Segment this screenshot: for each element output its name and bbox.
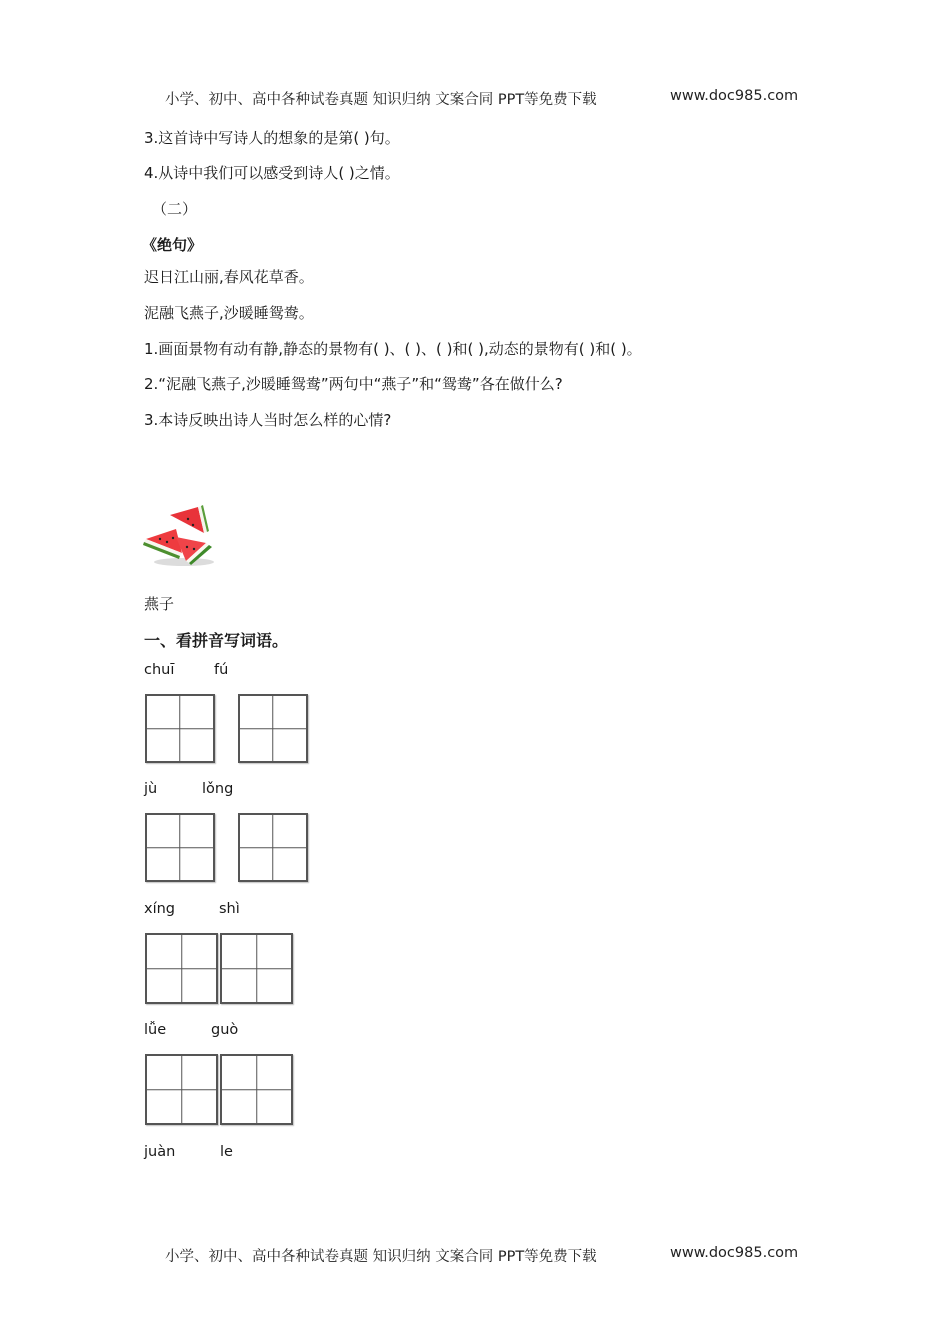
page-header (165, 88, 597, 109)
writing-grid-box[interactable] (238, 813, 308, 882)
footer-site-link[interactable]: www.doc985.com (670, 1245, 799, 1261)
pinyin-3a: xíng (144, 901, 176, 917)
poem-question-2: 2.“泥融飞燕子,沙暖睡鸳鸯”两句中“燕子”和“鸳鸯”各在做什么? (144, 375, 563, 393)
question-3: 3.这首诗中写诗人的想象的是第( )句。 (144, 129, 400, 147)
pinyin-5b: le (220, 1144, 233, 1160)
lesson-title: 燕子 (144, 595, 175, 613)
writing-grid-box[interactable] (220, 1054, 293, 1125)
page-footer (165, 1245, 597, 1266)
header-site-link[interactable]: www.doc985.com (670, 88, 799, 104)
pinyin-1b: fú (214, 662, 229, 678)
pinyin-4a: lǚe (144, 1022, 167, 1038)
header-text: 小学、初中、高中各种试卷真题 知识归纳 文案合同 PPT等免费下载 (165, 92, 597, 108)
watermelon-image (140, 503, 222, 569)
writing-grid-box[interactable] (145, 1054, 218, 1125)
exercise-heading: 一、看拼音写词语。 (144, 631, 289, 650)
footer-text: 小学、初中、高中各种试卷真题 知识归纳 文案合同 PPT等免费下载 (165, 1249, 597, 1265)
poem-question-1: 1.画面景物有动有静,静态的景物有( )、( )、( )和( ),动态的景物有( )和( )。 (144, 340, 642, 358)
poem-line-2: 泥融飞燕子,沙暖睡鸳鸯。 (144, 304, 314, 322)
section-label: （二） (152, 200, 198, 218)
pinyin-4b: guò (211, 1022, 239, 1038)
writing-grid-box[interactable] (238, 694, 308, 763)
writing-grid-box[interactable] (145, 933, 218, 1004)
poem-title: 《绝句》 (142, 236, 203, 254)
watermelon-icon (140, 503, 222, 569)
writing-grid-box[interactable] (220, 933, 293, 1004)
question-4: 4.从诗中我们可以感受到诗人( )之情。 (144, 164, 400, 182)
poem-question-3: 3.本诗反映出诗人当时怎么样的心情? (144, 411, 392, 429)
pinyin-5a: juàn (144, 1144, 176, 1160)
poem-line-1: 迟日江山丽,春风花草香。 (144, 268, 314, 286)
writing-grid-box[interactable] (145, 694, 215, 763)
pinyin-2b: lǒng (202, 781, 234, 797)
pinyin-3b: shì (219, 901, 240, 917)
pinyin-2a: jù (144, 781, 158, 797)
pinyin-1a: chuī (144, 662, 175, 678)
writing-grid-box[interactable] (145, 813, 215, 882)
